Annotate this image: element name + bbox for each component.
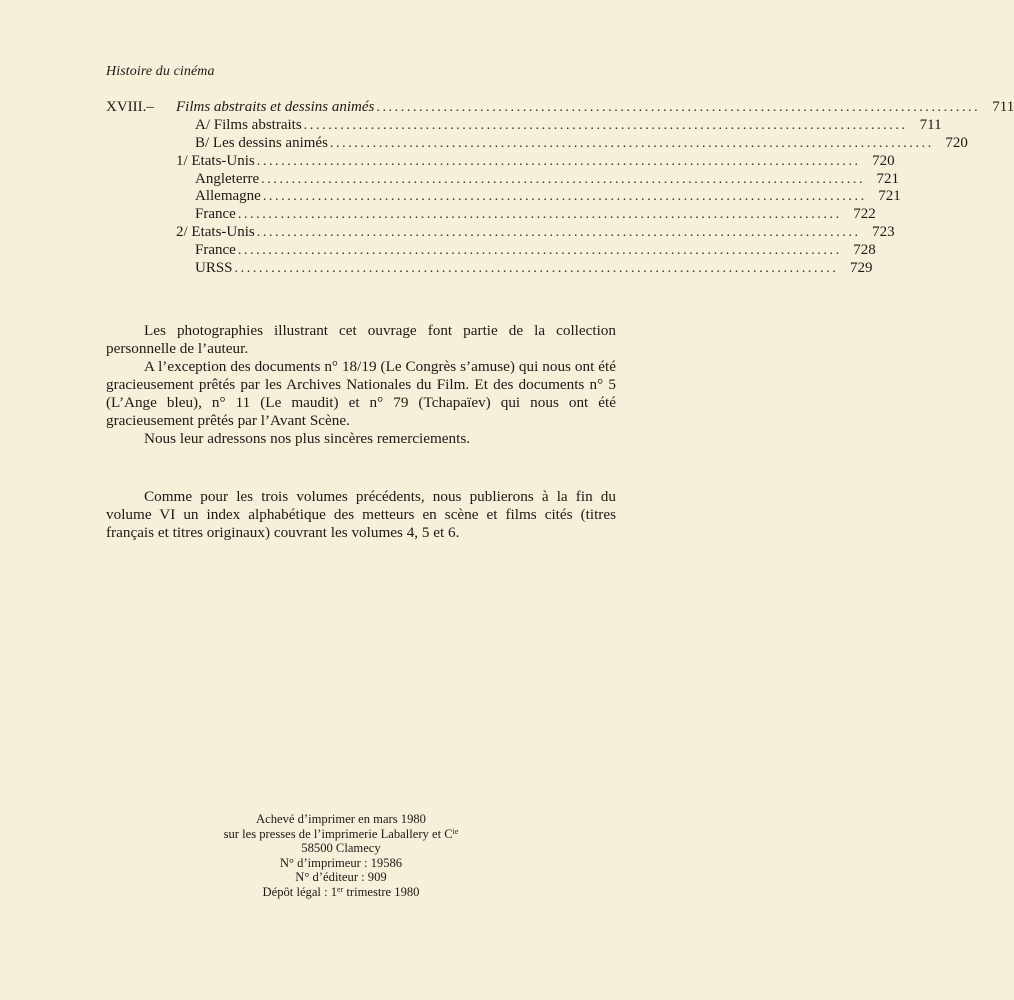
toc-row bbox=[106, 206, 876, 224]
running-head: Histoire du cinéma bbox=[106, 64, 215, 79]
acknowledgements bbox=[106, 322, 616, 448]
colophon-line: sur les presses de l’imprimerie Laballery et $C^{ie}$ bbox=[223, 826, 459, 841]
toc-entry-title: A/ Films abstraits bbox=[195, 116, 302, 133]
toc-entry-title: France bbox=[195, 242, 236, 259]
toc-entry-title: B/ Les dessins animés bbox=[195, 134, 328, 151]
colophon-line: N° d’éditeur : 909 bbox=[295, 870, 387, 885]
colophon-line: 58500 Clamecy bbox=[301, 841, 381, 856]
toc-page-number: 722 bbox=[853, 206, 876, 223]
toc-dot-leader: ................................................................................................... bbox=[237, 207, 842, 223]
printer-colophon bbox=[196, 812, 486, 900]
toc-page-number: 721 bbox=[878, 188, 901, 205]
toc-dot-leader: ................................................................................................... bbox=[256, 153, 861, 169]
index-note-paragraph: Comme pour les trois volumes précédents, nous publierons à la fin du volume VI un index alphabétique des metteurs en scène et films cités (titres français et titres originaux) couvrant les volumes 4, 5 et 6. bbox=[106, 488, 616, 541]
toc-dot-leader: ................................................................................................... bbox=[376, 100, 981, 115]
table-of-contents bbox=[106, 99, 1014, 278]
credits-paragraph: Les photographies illustrant cet ouvrage font partie de la collection personnelle de l’auteur. bbox=[106, 322, 616, 357]
toc-page-number: 721 bbox=[876, 170, 900, 187]
toc-entry-title: 2/ Etats-Unis bbox=[176, 224, 255, 241]
toc-row bbox=[106, 260, 873, 278]
toc-page-number: 720 bbox=[872, 152, 895, 169]
toc-row bbox=[106, 188, 901, 206]
colophon-line: Dépôt légal : 1er trimestre 1980 bbox=[262, 884, 420, 899]
toc-row bbox=[106, 99, 1014, 117]
credits-paragraph: A l’exception des documents n° 18/19 (Le Congrès s’amuse) qui nous ont été gracieusement prêtés par les Archives Nationales du Film. Et des documents n° 5 (L’Ange bleu), n° 11 (Le maudit) et n° 79 (Tchapaïev) qui nous ont été gracieusement prêtés par l’Avant Scène. bbox=[106, 358, 616, 429]
toc-page-number: 711 bbox=[919, 116, 942, 133]
toc-row bbox=[106, 116, 942, 135]
toc-entry-title: URSS bbox=[195, 260, 233, 277]
toc-page-number: 729 bbox=[849, 260, 873, 277]
toc-row bbox=[106, 242, 876, 260]
toc-row bbox=[106, 134, 968, 153]
toc-row bbox=[106, 170, 900, 189]
toc-row bbox=[106, 224, 895, 242]
toc-page-number: 723 bbox=[872, 224, 895, 241]
colophon-line: Achevé d’imprimer en mars 1980 bbox=[256, 812, 426, 826]
toc-entry-title: Allemagne bbox=[195, 188, 261, 205]
toc-entry-title: France bbox=[195, 206, 236, 223]
toc-dot-leader: ................................................................................................... bbox=[237, 243, 842, 259]
toc-page-number: 720 bbox=[945, 134, 968, 151]
colophon-line: N° d’imprimeur : 19586 bbox=[279, 855, 403, 870]
index-note bbox=[106, 488, 616, 542]
toc-dot-leader: ................................................................................................... bbox=[261, 171, 866, 187]
toc-dot-leader: ................................................................................................... bbox=[262, 189, 867, 205]
toc-dot-leader: ................................................................................................... bbox=[256, 225, 861, 241]
toc-entry-title: Angleterre bbox=[195, 170, 260, 187]
toc-dot-leader: ................................................................................................... bbox=[303, 117, 908, 133]
toc-row bbox=[106, 152, 895, 171]
toc-page-number: 728 bbox=[853, 242, 876, 259]
credits-paragraph: Nous leur adressons nos plus sincères remerciements. bbox=[144, 430, 471, 447]
toc-entry-title: 1/ Etats-Unis bbox=[176, 152, 255, 169]
toc-dot-leader: ................................................................................................... bbox=[234, 261, 839, 277]
toc-entry-title: Films abstraits et dessins animés bbox=[176, 99, 375, 115]
toc-chapter-number: XVIII.– bbox=[106, 99, 154, 115]
toc-page-number: 711 bbox=[992, 99, 1014, 115]
toc-dot-leader: ................................................................................................... bbox=[329, 135, 934, 151]
